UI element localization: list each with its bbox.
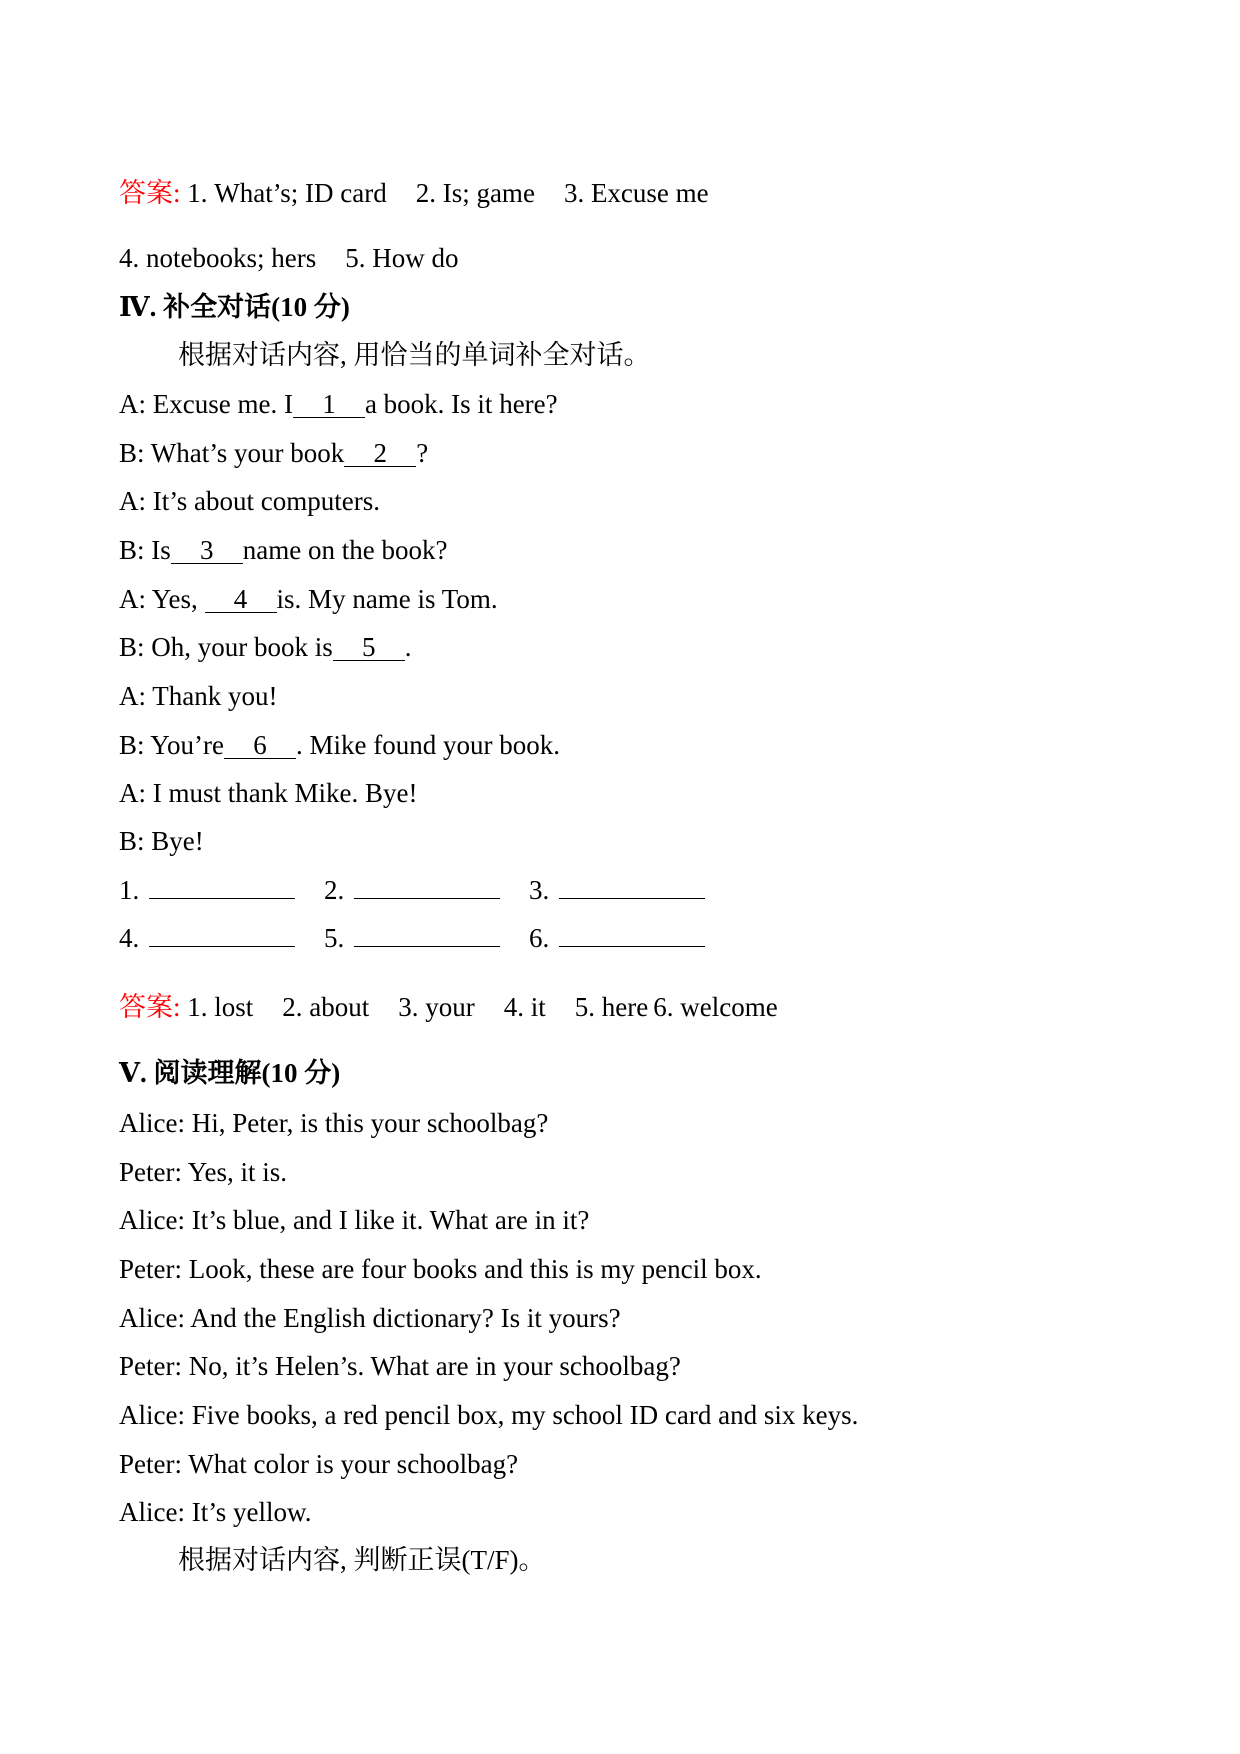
answer-item: 3. Excuse me [563, 178, 709, 208]
dialogue-line: B: Is 3 name on the book? [119, 535, 448, 565]
answer-slot: 4. [119, 921, 324, 955]
dialogue-line: A: Thank you! [119, 681, 278, 711]
answer-slots-row [119, 921, 734, 955]
answer-slot: 5. [324, 921, 529, 955]
answer-item: 2. Is; game [415, 178, 535, 208]
dialogue-line: Peter: What color is your schoolbag? [119, 1449, 519, 1479]
answer-line-3 [119, 990, 778, 1024]
answer-line-1 [119, 176, 709, 210]
dialogue-line: A: Yes, 4 is. My name is Tom. [119, 584, 498, 614]
answer-item: 4. it [503, 992, 546, 1022]
dialogue-line: Peter: Yes, it is. [119, 1157, 288, 1187]
answer-line-2 [119, 241, 458, 275]
answer-item: 2. about [282, 992, 370, 1022]
dialogue-line: B: Bye! [119, 826, 204, 856]
answer-slot: 1. [119, 873, 324, 907]
dialogue-line: Peter: No, it’s Helen’s. What are in your schoolbag? [119, 1351, 681, 1381]
dialogue-line: A: I must thank Mike. Bye! [119, 778, 418, 808]
fill-blank: 6 [224, 732, 296, 759]
dialogue-line: B: You’re 6 . Mike found your book. [119, 730, 561, 760]
dialogue-line: B: What’s your book 2 ? [119, 438, 429, 468]
dialogue-line: Alice: It’s blue, and I like it. What are in it? [119, 1205, 590, 1235]
dialogue-line: Peter: Look, these are four books and this is my pencil box. [119, 1254, 762, 1284]
answer-item: 5. here [574, 992, 649, 1022]
answer-item: 3. your [398, 992, 475, 1022]
dialogue-line: Alice: Five books, a red pencil box, my school ID card and six keys. [119, 1400, 859, 1430]
fill-blank: 3 [171, 537, 243, 564]
answer-label: 答案: [119, 178, 181, 208]
section-heading-5: Ⅴ. 阅读理解(10 分) [119, 1058, 341, 1088]
section-heading-4: Ⅳ. 补全对话(10 分) [119, 292, 350, 322]
dialogue-line: A: It’s about computers. [119, 486, 380, 516]
dialogue-line: B: Oh, your book is 5 . [119, 632, 412, 662]
answer-item: 1. lost [180, 992, 254, 1022]
section-instruction-4: 根据对话内容, 用恰当的单词补全对话。 [178, 340, 651, 370]
dialogue-line: Alice: And the English dictionary? Is it yours? [119, 1303, 621, 1333]
fill-blank: 5 [333, 634, 405, 661]
answer-item: 4. notebooks; hers [119, 243, 317, 273]
dialogue-line: Alice: It’s yellow. [119, 1497, 312, 1527]
section-instruction-5: 根据对话内容, 判断正误(T/F)。 [178, 1545, 546, 1575]
fill-blank: 4 [205, 586, 277, 613]
answer-label: 答案: [119, 992, 181, 1022]
dialogue-line: Alice: Hi, Peter, is this your schoolbag? [119, 1108, 549, 1138]
answer-item: 6. welcome [653, 992, 778, 1022]
answer-slots-row [119, 873, 734, 907]
answer-item: 5. How do [345, 243, 459, 273]
answer-item: 1. What’s; ID card [180, 178, 387, 208]
fill-blank: 1 [293, 391, 365, 418]
answer-slot: 3. [529, 873, 734, 907]
answer-slot: 6. [529, 921, 734, 955]
answer-slot: 2. [324, 873, 529, 907]
dialogue-line: A: Excuse me. I 1 a book. Is it here? [119, 389, 558, 419]
fill-blank: 2 [344, 440, 416, 467]
